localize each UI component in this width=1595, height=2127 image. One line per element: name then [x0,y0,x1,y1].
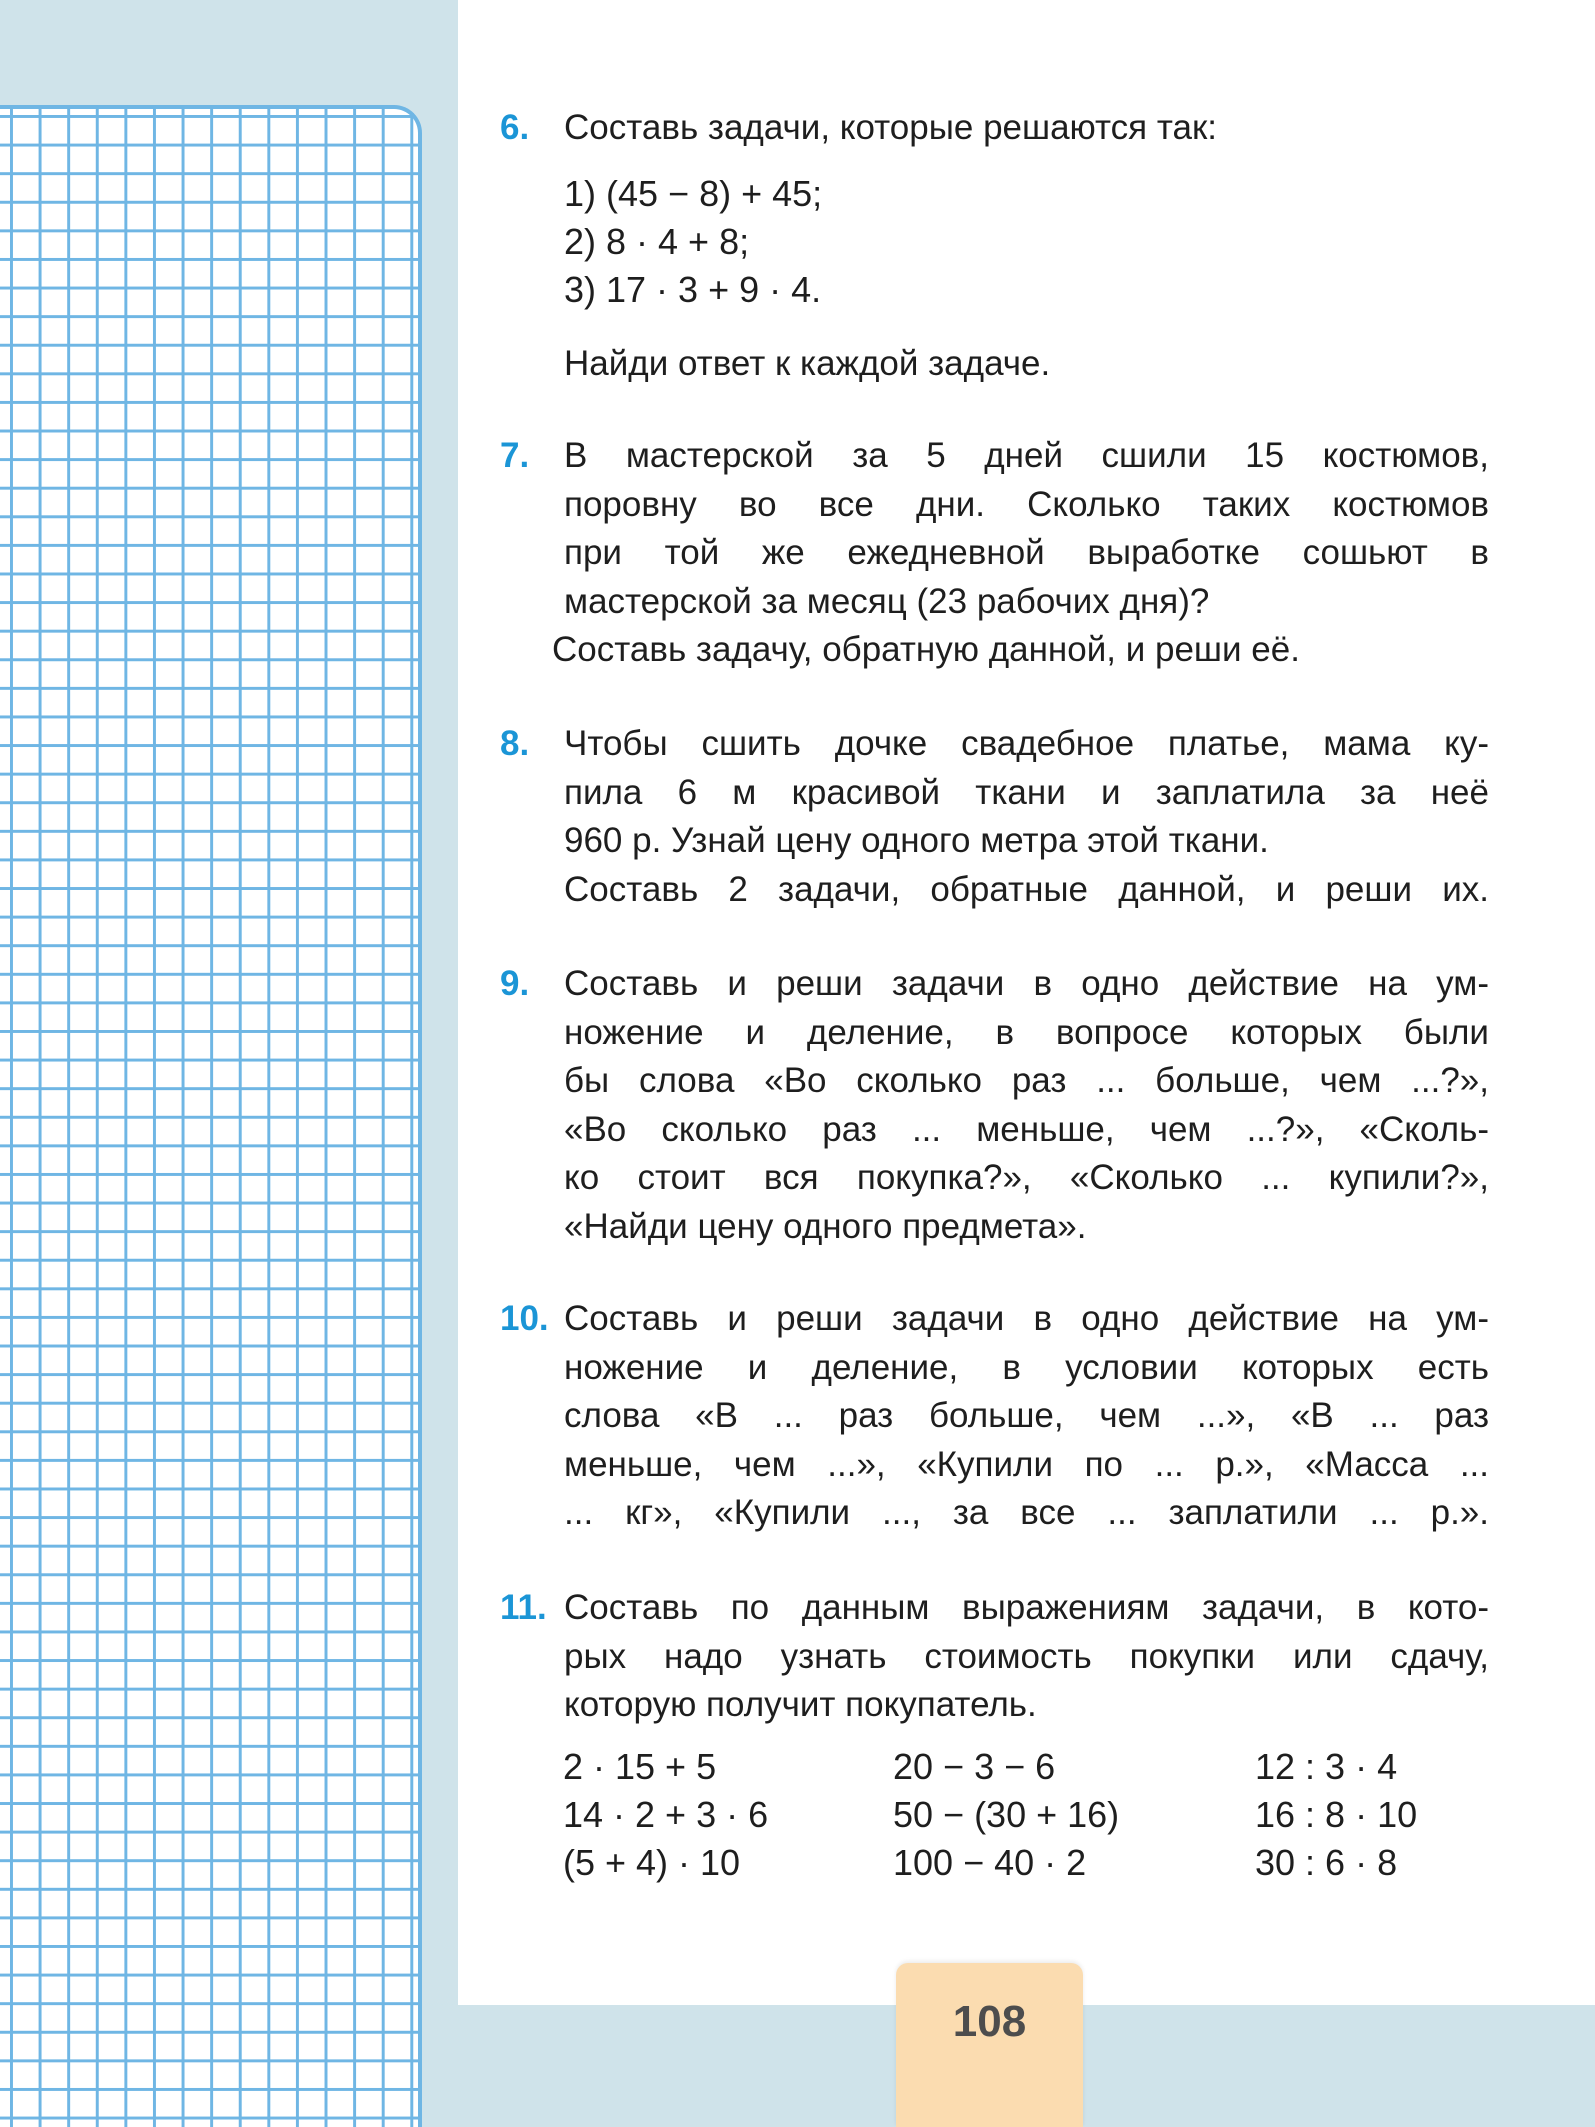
task-7-extra: Составь задачу, обратную данной, и реши её. [552,630,1300,669]
task-9-number: 9. [500,964,530,1003]
task-10-line: слова «В ... раз больше, чем ...», «В ... раз [564,1396,1489,1435]
task-10-line: ... кг», «Купили ..., за все ... заплатили ... р.». [564,1493,1489,1532]
task-8-line: пила 6 м красивой ткани и заплатила за неё [564,772,1489,812]
task-9 [500,960,1500,1260]
task-11 [500,1584,1500,1734]
task-11-text [564,1584,1489,1730]
task-6-number: 6. [500,108,530,147]
task-9-text [564,960,1489,1251]
task-11-number: 11. [500,1588,547,1627]
expression: 100 − 40 · 2 [893,1842,1087,1883]
task-9-line: «Во сколько раз ... меньше, чем ...?», «Сколь- [564,1109,1489,1149]
task-8 [500,720,1500,920]
task-10-line: Составь и реши задачи в одно действие на ум- [564,1299,1489,1338]
task-7 [500,432,1500,682]
task-9-line: ко стоит вся покупка?», «Сколько ... купили?», [564,1158,1489,1197]
expression: 20 − 3 − 6 [893,1746,1056,1787]
task-8-line: Составь 2 задачи, обратные данной, и реши их. [564,869,1489,909]
page-number-badge [896,1963,1083,2127]
task-8-text [564,720,1489,914]
task-6-outro: Найди ответ к каждой задаче. [564,344,1051,383]
task-9-line: бы слова «Во сколько раз ... больше, чем ...?», [564,1061,1489,1100]
task-7-line: В мастерской за 5 дней сшили 15 костюмов, [564,436,1489,475]
task-11-line: которую получит покупатель. [564,1685,1037,1724]
expression: 16 : 8 · 10 [1255,1794,1418,1835]
task-6-intro: Составь задачи, которые решаются так: [564,108,1217,147]
task-10 [500,1295,1500,1545]
task-7-line: при той же ежедневной выработке сошьют в [564,533,1489,572]
task-7-number: 7. [500,436,530,475]
expression: 12 : 3 · 4 [1255,1746,1398,1787]
task-9-line: ножение и деление, в вопросе которых были [564,1012,1489,1052]
task-8-line: Чтобы сшить дочке свадебное платье, мама ку- [564,724,1489,763]
task-6-item-1: 1) (45 − 8) + 45; [564,173,823,214]
task-11-line: рых надо узнать стоимость покупки или сдачу, [564,1636,1489,1676]
task-10-line: ножение и деление, в условии которых есть [564,1347,1489,1387]
task-9-line: Составь и реши задачи в одно действие на ум- [564,964,1489,1003]
task-7-line: мастерской за месяц (23 рабочих дня)? [564,581,1210,621]
expression: (5 + 4) · 10 [563,1842,741,1883]
task-6-item-3: 3) 17 · 3 + 9 · 4. [564,269,822,310]
task-9-line: «Найди цену одного предмета». [564,1206,1087,1246]
expression: 2 · 15 + 5 [563,1746,717,1787]
task-7-line: поровну во все дни. Сколько таких костюмов [564,484,1489,524]
page-number: 108 [952,1997,1027,2046]
task-10-line: меньше, чем ...», «Купили по ... р.», «Масса ... [564,1444,1489,1484]
expression: 30 : 6 · 8 [1255,1842,1398,1883]
task-11-line: Составь по данным выражениям задачи, в кото- [564,1588,1489,1627]
task-8-line: 960 р. Узнай цену одного метра этой ткани. [564,821,1269,860]
task-6 [500,104,1500,394]
task-6-item-2: 2) 8 · 4 + 8; [564,221,750,262]
task-7-text [564,432,1489,626]
graph-paper-margin [0,105,422,2127]
expression: 14 · 2 + 3 · 6 [563,1794,769,1835]
task-10-number: 10. [500,1299,549,1338]
task-10-text [564,1295,1489,1538]
task-8-number: 8. [500,724,530,763]
expression: 50 − (30 + 16) [893,1794,1120,1835]
